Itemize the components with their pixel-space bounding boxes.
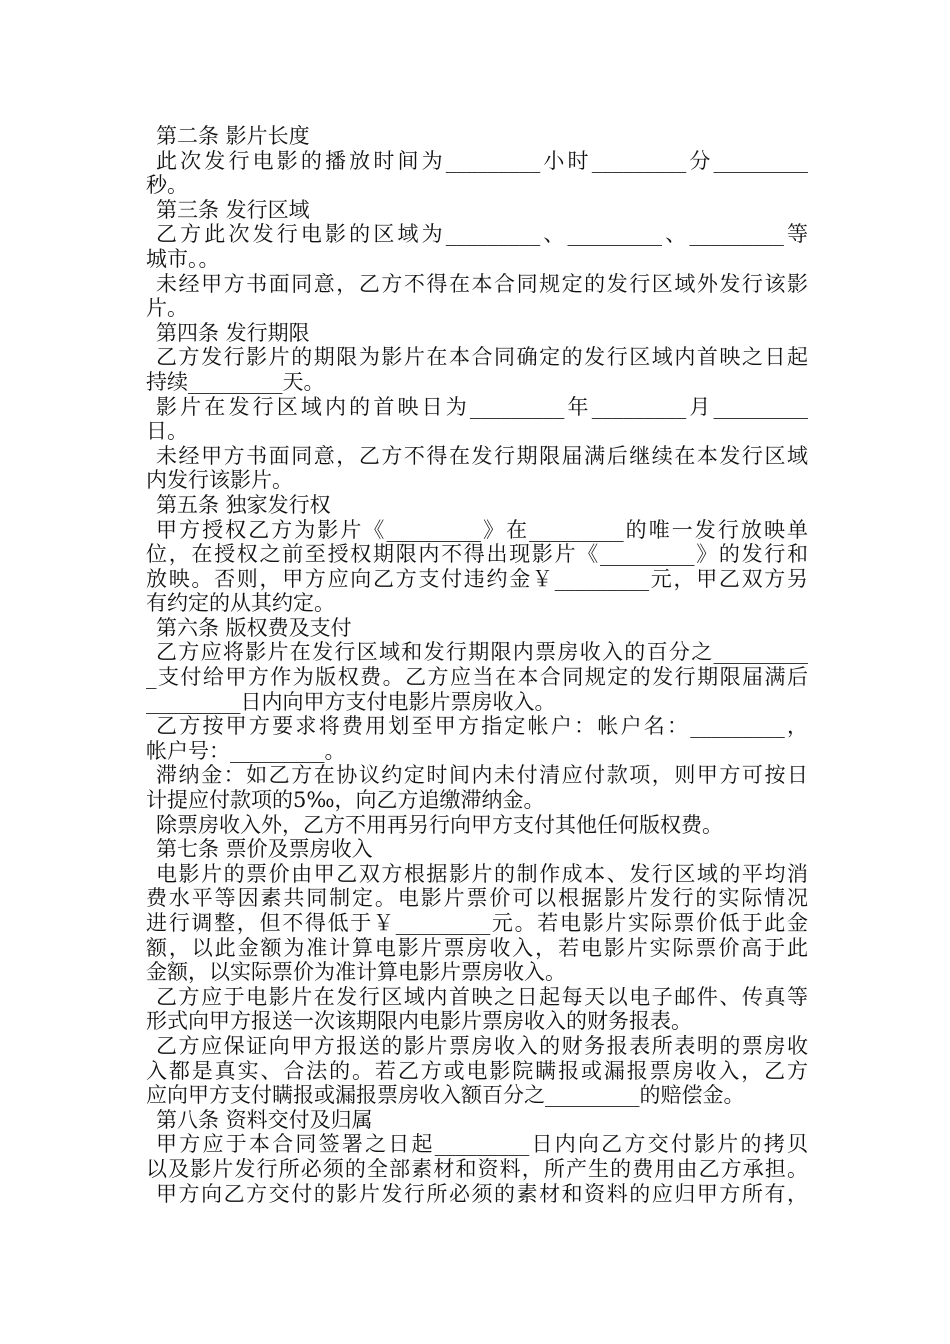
article-heading: 第七条 票价及票房收入 xyxy=(156,837,373,862)
paragraph-line: 位，在授权之前至授权期限内不得出现影片《_________》的发行和 xyxy=(146,542,808,567)
paragraph-line: 持续_________天。 xyxy=(146,369,325,394)
paragraph-line: 电影片的票价由甲乙双方根据影片的制作成本、发行区域的平均消 xyxy=(156,861,808,886)
article-heading: 第五条 独家发行权 xyxy=(156,492,331,517)
paragraph-line: 进行调整，但不得低于￥_________元。若电影片实际票价低于此金 xyxy=(146,911,808,935)
paragraph-line: 乙方应将影片在发行区域和发行期限内票房收入的百分之_________ xyxy=(156,640,808,665)
article-heading: 第二条 影片长度 xyxy=(156,124,310,148)
article-heading: 第八条 资料交付及归属 xyxy=(156,1107,373,1132)
paragraph-line: 秒。 xyxy=(146,173,188,198)
paragraph-line: 日。 xyxy=(146,419,188,444)
paragraph-line: 帐户号：_________。 xyxy=(146,738,346,763)
paragraph-line: 乙方应于电影片在发行区域内首映之日起每天以电子邮件、传真等 xyxy=(156,984,808,1009)
paragraph-line: 金额，以实际票价为准计算电影片票房收入。 xyxy=(146,960,566,985)
article-heading: 第六条 版权费及支付 xyxy=(156,615,352,640)
article-heading: 第三条 发行区域 xyxy=(156,197,310,222)
paragraph-line: 滞纳金：如乙方在协议约定时间内未付清应付款项，则甲方可按日 xyxy=(156,763,808,788)
paragraph-line: 放映。否则，甲方应向乙方支付违约金￥_________元，甲乙双方另 xyxy=(146,566,808,591)
paragraph-line: _支付给甲方作为版权费。乙方应当在本合同规定的发行期限届满后 xyxy=(146,665,808,690)
paragraph-line: 以及影片发行所必须的全部素材和资料，所产生的费用由乙方承担。 xyxy=(146,1156,808,1181)
paragraph-line: 计提应付款项的5‰，向乙方追缴滞纳金。 xyxy=(146,788,545,813)
paragraph-line: 有约定的从其约定。 xyxy=(146,591,335,616)
paragraph-line: _________日内向甲方支付电影片票房收入。 xyxy=(146,689,556,714)
paragraph-line: 未经甲方书面同意，乙方不得在发行期限届满后继续在本发行区域 xyxy=(156,443,808,468)
paragraph-line: 除票房收入外，乙方不用再另行向甲方支付其他任何版权费。 xyxy=(156,812,723,837)
paragraph-line: 甲方应于本合同签署之日起_________日内向乙方交付影片的拷贝 xyxy=(156,1132,808,1157)
paragraph-line: 内发行该影片。 xyxy=(146,468,293,493)
paragraph-line: 此次发行电影的播放时间为_________小时_________分_________ xyxy=(156,148,808,173)
paragraph-line: 形式向甲方报送一次该期限内电影片票房收入的财务报表。 xyxy=(146,1009,692,1034)
paragraph-line: 甲方向乙方交付的影片发行所必须的素材和资料的应归甲方所有， xyxy=(156,1181,808,1206)
paragraph-line: 乙方按甲方要求将费用划至甲方指定帐户：帐户名：_________， xyxy=(156,714,808,739)
contract-page xyxy=(146,124,808,1206)
paragraph-line: 乙方应保证向甲方报送的影片票房收入的财务报表所表明的票房收 xyxy=(156,1033,808,1058)
paragraph-line: 乙方此次发行电影的区域为_________、_________、_________等 xyxy=(156,222,808,247)
paragraph-line: 应向甲方支付瞒报或漏报票房收入额百分之_________的赔偿金。 xyxy=(146,1083,745,1108)
paragraph-line: 入都是真实、合法的。若乙方或电影院瞒报或漏报票房收入，乙方 xyxy=(146,1058,808,1083)
paragraph-line: 甲方授权乙方为影片《_________》在_________的唯一发行放映单 xyxy=(156,517,808,542)
paragraph-line: 影片在发行区域内的首映日为_________年_________月_________ xyxy=(156,394,808,419)
article-heading: 第四条 发行期限 xyxy=(156,320,310,345)
paragraph-line: 费水平等因素共同制定。电影片票价可以根据影片发行的实际情况 xyxy=(146,886,808,911)
paragraph-line: 城市。。 xyxy=(146,246,220,271)
paragraph-line: 片。 xyxy=(146,296,188,321)
paragraph-line: 乙方发行影片的期限为影片在本合同确定的发行区域内首映之日起 xyxy=(156,345,808,370)
paragraph-line: 额，以此金额为准计算电影片票房收入，若电影片实际票价高于此 xyxy=(146,935,808,960)
paragraph-line: 未经甲方书面同意，乙方不得在本合同规定的发行区域外发行该影 xyxy=(156,271,808,296)
